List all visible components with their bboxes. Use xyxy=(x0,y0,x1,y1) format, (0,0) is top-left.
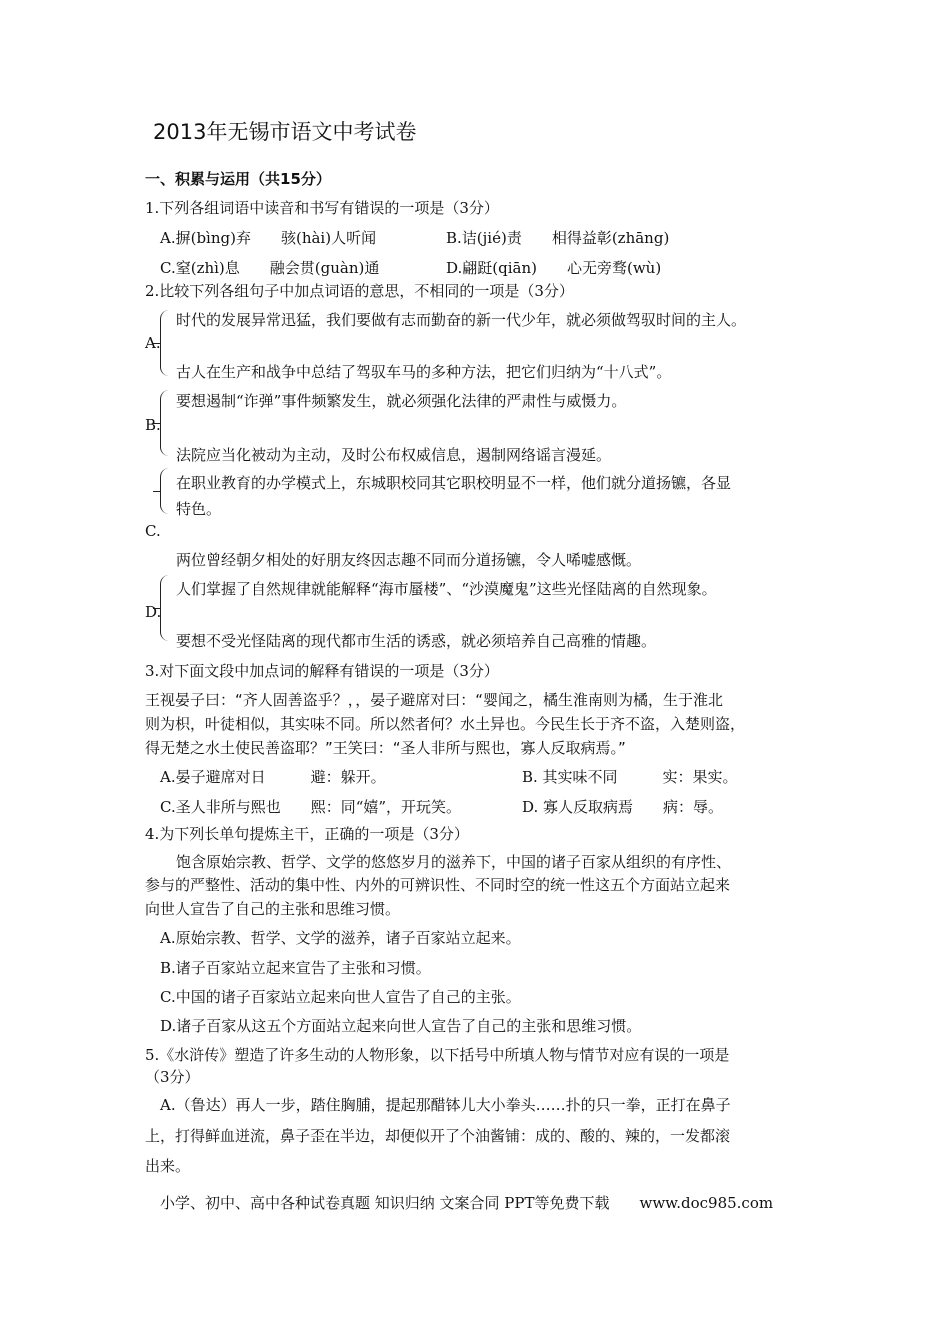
brace-a xyxy=(160,310,171,376)
brace-d xyxy=(160,575,171,641)
question-2-label-c: C. xyxy=(145,522,161,540)
question-3-passage-line-2: 则为枳，叶徒相似，其实味不同。所以然者何？水土异也。今民生长于齐不盗，入楚则盗， xyxy=(145,715,746,733)
brace-c xyxy=(160,468,171,514)
question-2-stem: 2.比较下列各组句子中加点词语的意思，不相同的一项是（3分） xyxy=(145,282,574,300)
question-1-option-b: B.诘(jié)责 相得益彰(zhāng) xyxy=(446,229,670,247)
question-3-passage-line-3: 得无楚之水土使民善盗耶？”王笑曰：“圣人非所与熙也，寡人反取病焉。” xyxy=(145,739,626,757)
question-2-label-d: D. xyxy=(145,603,162,621)
question-1-option-c: C.窒(zhì)息 融会贯(guàn)通 xyxy=(160,259,380,277)
question-2-a-sentence-2: 古人在生产和战争中总结了驾驭车马的多种方法，把它们归纳为“十八式”。 xyxy=(176,363,672,381)
question-2-c-sentence-1a: 在职业教育的办学模式上，东城职校同其它职校明显不一样，他们就分道扬镳，各显 xyxy=(176,474,732,492)
question-1-stem: 1.下列各组词语中读音和书写有错误的一项是（3分） xyxy=(145,199,499,217)
question-4-option-a: A.原始宗教、哲学、文学的滋养，诸子百家站立起来。 xyxy=(160,929,521,947)
question-5-option-a-line-1: A.（鲁达）再人一步，踏住胸脯，提起那醋钵儿大小拳头……扑的只一拳，正打在鼻子 xyxy=(160,1096,731,1114)
brace-b xyxy=(160,390,171,456)
question-2-b-sentence-2: 法院应当化被动为主动，及时公布权威信息，遏制网络谣言漫延。 xyxy=(176,446,612,464)
question-4-passage-line-3: 向世人宣告了自己的主张和思维习惯。 xyxy=(145,900,401,918)
question-2-b-sentence-1: 要想遏制“诈弹”事件频繁发生，就必须强化法律的严肃性与威慑力。 xyxy=(176,392,627,410)
question-5-stem-line-2: （3分） xyxy=(145,1068,200,1086)
question-2-label-b: B. xyxy=(145,416,161,434)
question-1-option-d: D.翩跹(qiān) 心无旁骛(wù) xyxy=(446,259,662,277)
question-3-option-b: B. 其实味不同 实：果实。 xyxy=(522,768,738,786)
question-5-option-a-line-2: 上，打得鲜血迸流，鼻子歪在半边，却便似开了个油酱铺：成的、酸的、辣的，一发都滚 xyxy=(145,1127,731,1145)
question-2-c-sentence-1b: 特色。 xyxy=(176,500,222,518)
question-5-stem-line-1: 5.《水浒传》塑造了许多生动的人物形象，以下括号中所填人物与情节对应有误的一项是 xyxy=(145,1046,730,1064)
question-4-option-b: B.诸子百家站立起来宣告了主张和习惯。 xyxy=(160,959,431,977)
question-2-a-sentence-1: 时代的发展异常迅猛，我们要做有志而勤奋的新一代少年，就必须做驾驭时间的主人。 xyxy=(176,311,747,329)
question-4-option-d: D.诸子百家从这五个方面站立起来向世人宣告了自己的主张和思维习惯。 xyxy=(160,1017,642,1035)
question-5-option-a-line-3: 出来。 xyxy=(145,1157,191,1175)
question-4-passage-line-1: 饱含原始宗教、哲学、文学的悠悠岁月的滋养下，中国的诸子百家从组织的有序性、 xyxy=(176,853,732,871)
question-3-passage-line-1: 王视晏子曰：“齐人固善盗乎？，，晏子避席对曰：“婴闻之，橘生淮南则为橘，生于淮北 xyxy=(145,691,724,709)
section-heading: 一、积累与运用（共15分） xyxy=(145,170,331,188)
question-2-d-sentence-2: 要想不受光怪陆离的现代都市生活的诱惑，就必须培养自己高雅的情趣。 xyxy=(176,632,657,650)
question-3-option-a: A.晏子避席对日 避：躲开。 xyxy=(160,768,386,786)
page-title: 2013年无锡市语文中考试卷 xyxy=(153,120,417,144)
question-3-stem: 3.对下面文段中加点词的解释有错误的一项是（3分） xyxy=(145,662,499,680)
question-1-option-a: A.摒(bìng)弃 骇(hài)人听闻 xyxy=(160,229,377,247)
question-2-c-sentence-2: 两位曾经朝夕相处的好朋友终因志趣不同而分道扬镳，令人唏嘘感慨。 xyxy=(176,551,642,569)
page-footer: 小学、初中、高中各种试卷真题 知识归纳 文案合同 PPT等免费下载 www.doc985.com xyxy=(160,1194,774,1212)
question-2-d-sentence-1: 人们掌握了自然规律就能解释“海市蜃楼”、“沙漠魔鬼”这些光怪陆离的自然现象。 xyxy=(176,580,717,598)
question-2-label-a: A. xyxy=(145,334,161,352)
question-4-passage-line-2: 参与的严整性、活动的集中性、内外的可辨识性、不同时空的统一性这五个方面站立起来 xyxy=(145,876,731,894)
question-3-option-c: C.圣人非所与熙也 熙：同“嬉”，开玩笑。 xyxy=(160,798,462,816)
question-3-option-d: D. 寡人反取病焉 病：辱。 xyxy=(522,798,724,816)
question-4-stem: 4.为下列长单句提炼主干，正确的一项是（3分） xyxy=(145,825,469,843)
question-4-option-c: C.中国的诸子百家站立起来向世人宣告了自己的主张。 xyxy=(160,988,521,1006)
